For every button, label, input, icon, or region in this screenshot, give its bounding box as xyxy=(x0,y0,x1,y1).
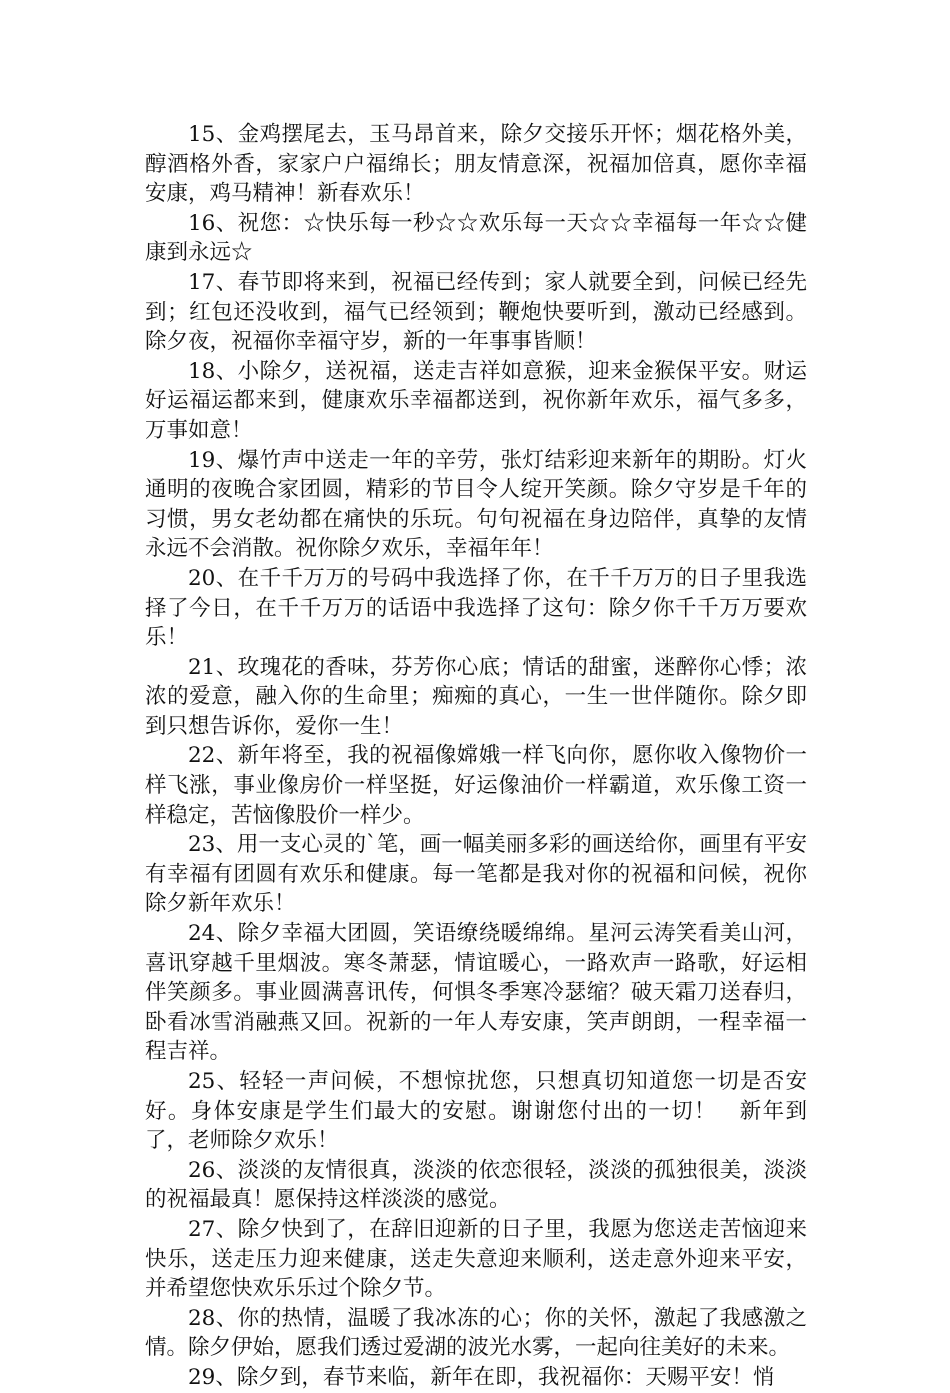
paragraph-21: 21、玫瑰花的香味，芬芳你心底；情话的甜蜜，迷醉你心悸；浓浓的爱意，融入你的生命里；痴痴的真心，一生一世伴随你。除夕即到只想告诉你，爱你一生！ xyxy=(145,654,807,739)
paragraph-15: 15、金鸡摆尾去，玉马昂首来，除夕交接乐开怀；烟花格外美，醇酒格外香，家家户户福绵长；朋友情意深，祝福加倍真，愿你幸福安康，鸡马精神！新春欢乐！ xyxy=(145,122,807,207)
paragraph-20: 20、在千千万万的号码中我选择了你，在千千万万的日子里我选择了今日，在千千万万的话语中我选择了这句：除夕你千千万万要欢乐！ xyxy=(145,565,807,651)
paragraph-19: 19、爆竹声中送走一年的辛劳，张灯结彩迎来新年的期盼。灯火通明的夜晚合家团圆，精彩的节目令人绽开笑颜。除夕守岁是千年的习惯，男女老幼都在痛快的乐玩。句句祝福在身边陪伴，真挚的友情永远不会消散。祝你除夕欢乐，幸福年年！ xyxy=(145,447,807,562)
paragraph-27: 27、除夕快到了，在辞旧迎新的日子里，我愿为您送走苦恼迎来快乐，送走压力迎来健康，送走失意迎来顺利，送走意外迎来平安，并希望您快欢乐乐过个除夕节。 xyxy=(145,1216,807,1302)
paragraph-17: 17、春节即将来到，祝福已经传到；家人就要全到，问候已经先到；红包还没收到，福气已经领到；鞭炮快要听到，激动已经感到。除夕夜，祝福你幸福守岁，新的一年事事皆顺！ xyxy=(145,269,807,355)
paragraph-29: 29、除夕到，春节来临，新年在即，我祝福你：天赐平安！悄 xyxy=(188,1364,775,1390)
paragraph-28: 28、你的热情，温暖了我冰冻的心；你的关怀，激起了我感激之情。除夕伊始，愿我们透过爱湖的波光水雾，一起向往美好的未来。 xyxy=(145,1305,807,1361)
paragraph-22: 22、新年将至，我的祝福像嫦娥一样飞向你，愿你收入像物价一样飞涨，事业像房价一样坚挺，好运像油价一样霸道，欢乐像工资一样稳定，苦恼像股价一样少。 xyxy=(145,743,807,828)
paragraph-18: 18、小除夕，送祝福，送走吉祥如意猴，迎来金猴保平安。财运好运福运都来到，健康欢乐幸福都送到，祝你新年欢乐，福气多多，万事如意！ xyxy=(145,358,807,443)
paragraph-25: 25、轻轻一声问候，不想惊扰您，只想真切知道您一切是否安好。身体安康是学生们最大的安慰。谢谢您付出的一切！ 新年到了，老师除夕欢乐！ xyxy=(145,1069,807,1154)
paragraph-23: 23、用一支心灵的`笔，画一幅美丽多彩的画送给你，画里有平安有幸福有团圆有欢乐和健康。每一笔都是我对你的祝福和问候，祝你除夕新年欢乐！ xyxy=(145,832,807,917)
paragraph-26: 26、淡淡的友情很真，淡淡的依恋很轻，淡淡的孤独很美，淡淡的祝福最真！愿保持这样淡淡的感觉。 xyxy=(145,1157,807,1213)
paragraph-16: 16、祝您：☆快乐每一秒☆☆欢乐每一天☆☆幸福每一年☆☆健康到永远☆ xyxy=(145,210,807,266)
paragraph-24: 24、除夕幸福大团圆，笑语缭绕暖绵绵。星河云涛笑看美山河，喜讯穿越千里烟波。寒冬萧瑟，情谊暖心，一路欢声一路歌，好运相伴笑颜多。事业圆满喜讯传，何惧冬季寒冷瑟缩？破天霜刀送春归，卧看冰雪消融燕又回。祝新的一年人寿安康，笑声朗朗，一程幸福一程吉祥。 xyxy=(145,921,807,1065)
document-body xyxy=(145,120,807,1393)
